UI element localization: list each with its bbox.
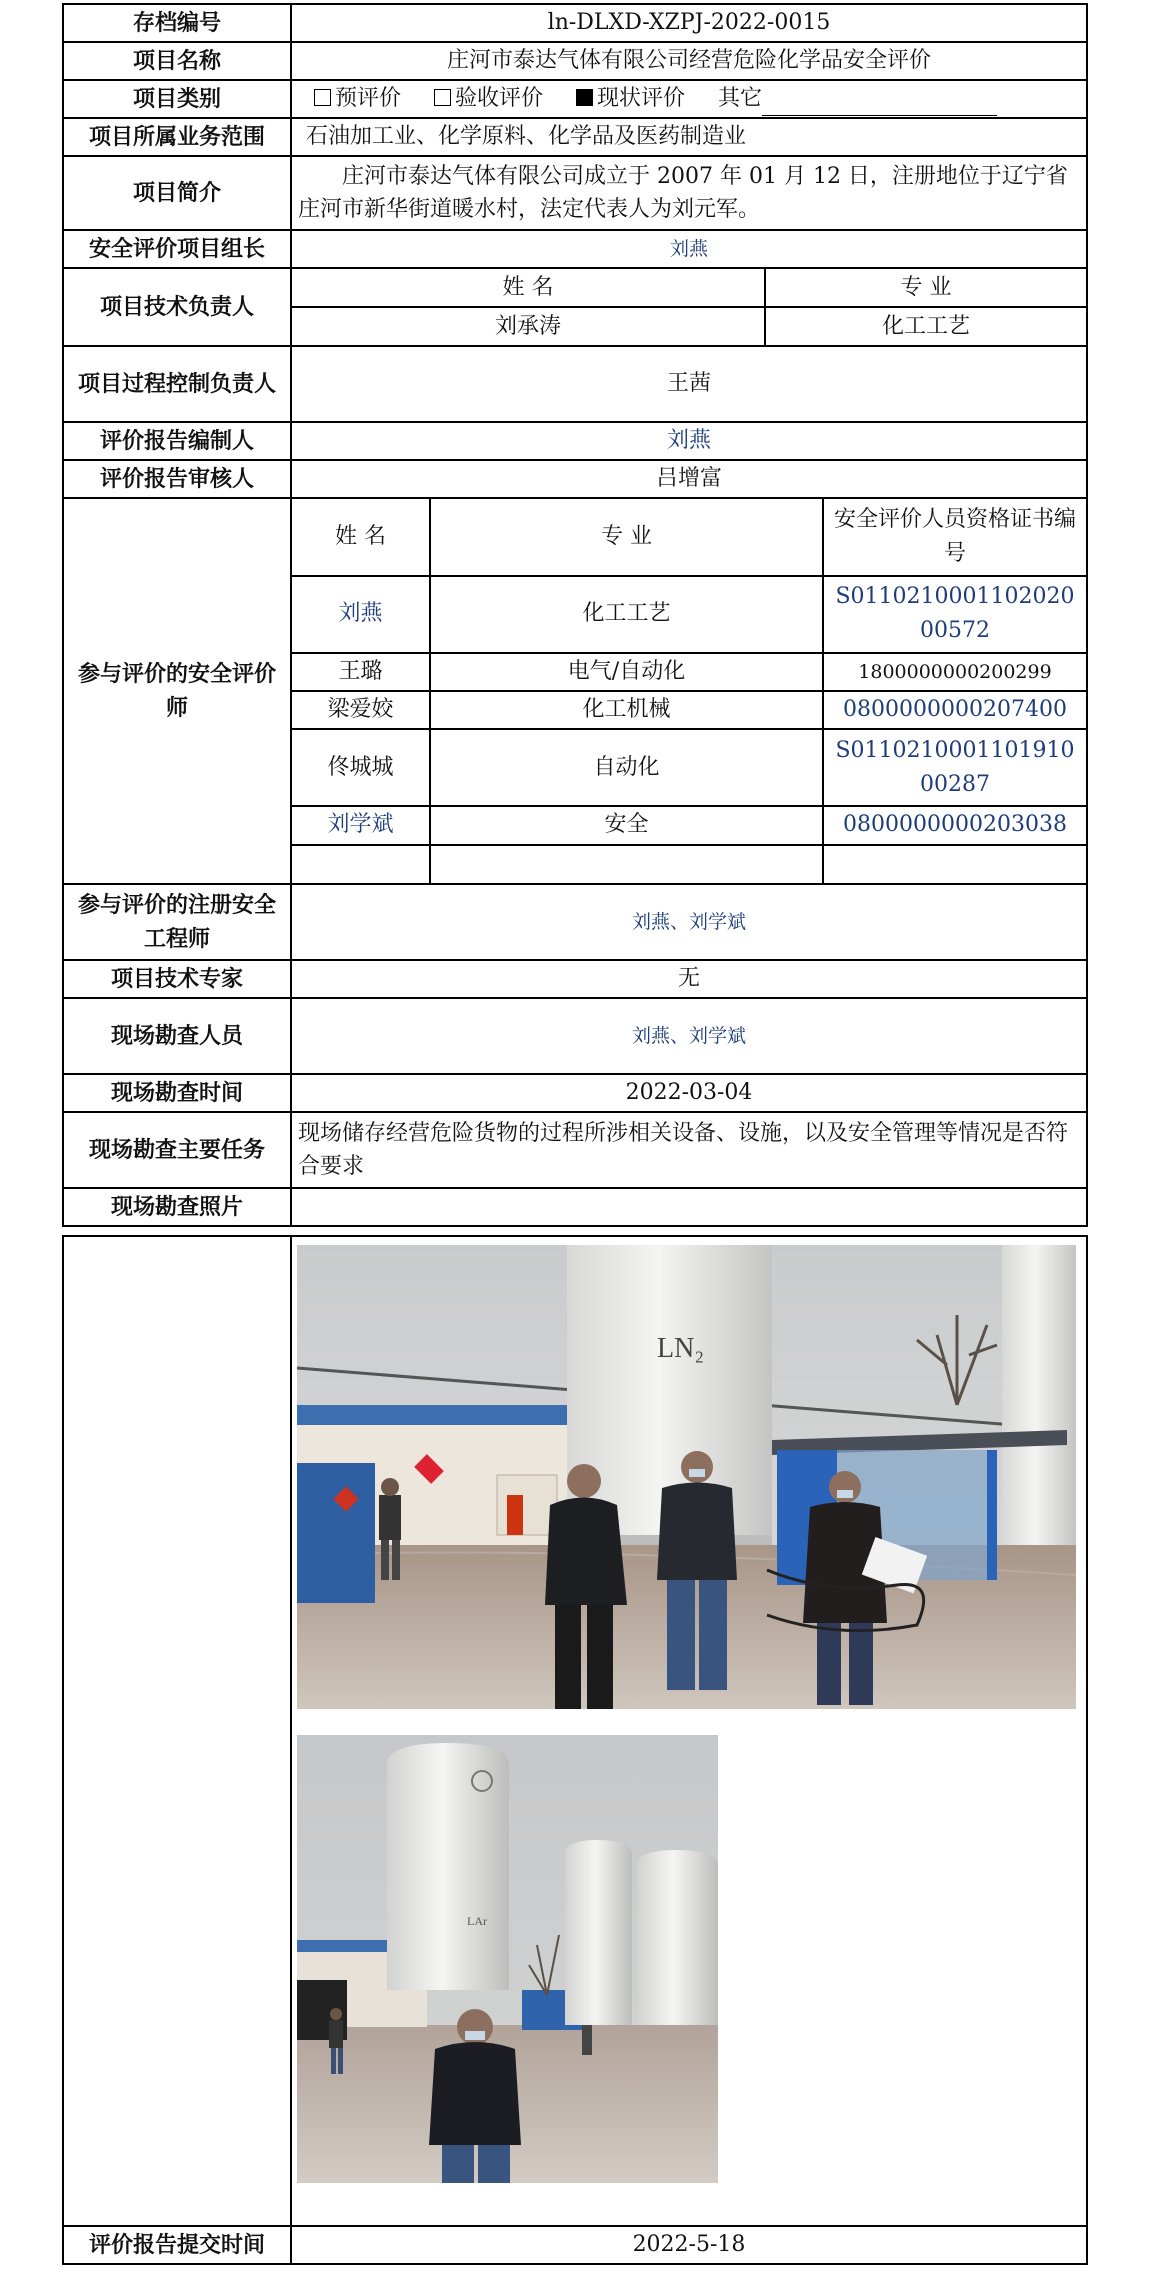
option-acceptance-eval[interactable]: 验收评价: [434, 86, 543, 111]
inspectors-label: 现场勘查人员: [63, 998, 291, 1074]
tech-lead-name: 刘承涛: [292, 307, 765, 345]
tech-lead-major: 化工工艺: [765, 307, 1086, 345]
evaluator-name: 王璐: [292, 653, 430, 691]
team-leader-label: 安全评价项目组长: [63, 230, 291, 268]
inspect-task-label: 现场勘查主要任务: [63, 1112, 291, 1188]
site-photo-2: [297, 1735, 718, 2183]
evaluator-name-header: 姓 名: [292, 499, 430, 576]
archive-no-value: ln-DLXD-XZPJ-2022-0015: [291, 4, 1087, 42]
report-author-label: 评价报告编制人: [63, 422, 291, 460]
process-lead-value: 王茜: [291, 346, 1087, 422]
evaluators-cell: [291, 498, 1087, 884]
inspect-time-value: 2022-03-04: [291, 1074, 1087, 1112]
evaluator-name: 刘燕: [292, 576, 430, 653]
option-status-eval[interactable]: 现状评价: [576, 86, 685, 111]
evaluators-table: [292, 499, 1086, 883]
site-photo-1: [297, 1245, 1076, 1709]
submit-time-value: 2022-5-18: [291, 2226, 1087, 2264]
inspect-photos-label: 现场勘查照片: [63, 1188, 291, 1226]
checked-checkbox-icon: [576, 89, 593, 106]
project-type-label: 项目类别: [63, 80, 291, 118]
evaluator-cert: 1800000000200299: [823, 653, 1086, 691]
inspect-time-label: 现场勘查时间: [63, 1074, 291, 1112]
evaluator-cert: S011021000110191000287: [823, 729, 1086, 806]
project-type-options: [291, 80, 1087, 118]
empty-cell: [430, 845, 823, 883]
evaluator-major: 安全: [430, 806, 823, 844]
registered-engineers-value: 刘燕、刘学斌: [291, 884, 1087, 960]
inspect-photos-empty: [291, 1188, 1087, 1226]
checkbox-icon: [434, 89, 451, 106]
evaluator-cert: 0800000000207400: [823, 691, 1086, 729]
checkbox-icon: [314, 89, 331, 106]
empty-cell: [823, 845, 1086, 883]
tech-lead-name-header: 姓 名: [292, 269, 765, 307]
option-pre-eval[interactable]: 预评价: [314, 86, 401, 111]
other-blank-line: [762, 95, 997, 116]
evaluator-name: 刘学斌: [292, 806, 430, 844]
archive-no-label: 存档编号: [63, 4, 291, 42]
evaluator-major-header: 专 业: [430, 499, 823, 576]
evaluators-label: 参与评价的安全评价师: [63, 498, 291, 884]
inspect-task-value: 现场储存经营危险货物的过程所涉相关设备、设施，以及安全管理等情况是否符合要求: [291, 1112, 1087, 1188]
inspectors-value: 刘燕、刘学斌: [291, 998, 1087, 1074]
evaluation-info-table: [62, 3, 1088, 1227]
photos-left-empty: [63, 1236, 291, 2226]
option-other: 其它: [718, 86, 997, 111]
team-leader-value: 刘燕: [291, 230, 1087, 268]
report-reviewer-value: 吕增富: [291, 460, 1087, 498]
evaluator-cert-header: 安全评价人员资格证书编号: [823, 499, 1086, 576]
tank-label-ln2: LN₂: [657, 1333, 705, 1364]
evaluator-major: 自动化: [430, 729, 823, 806]
business-scope-label: 项目所属业务范围: [63, 118, 291, 156]
tech-lead-label: 项目技术负责人: [63, 268, 291, 346]
intro-value: 庄河市泰达气体有限公司成立于 2007 年 01 月 12 日，注册地位于辽宁省庄河市新华街道暖水村，法定代表人为刘元军。: [291, 156, 1087, 230]
tech-expert-label: 项目技术专家: [63, 960, 291, 998]
registered-engineers-label: 参与评价的注册安全工程师: [63, 884, 291, 960]
report-author-value: 刘燕: [291, 422, 1087, 460]
tech-expert-value: 无: [291, 960, 1087, 998]
evaluator-major: 化工机械: [430, 691, 823, 729]
evaluator-name: 梁爱姣: [292, 691, 430, 729]
evaluator-major: 化工工艺: [430, 576, 823, 653]
process-lead-label: 项目过程控制负责人: [63, 346, 291, 422]
intro-label: 项目简介: [63, 156, 291, 230]
tank-label-lar: LAr: [467, 1914, 487, 1928]
evaluator-major: 电气/自动化: [430, 653, 823, 691]
evaluator-cert: S011021000110202000572: [823, 576, 1086, 653]
report-reviewer-label: 评价报告审核人: [63, 460, 291, 498]
empty-cell: [292, 845, 430, 883]
business-scope-value: 石油加工业、化学原料、化学品及医药制造业: [291, 118, 1087, 156]
submit-time-label: 评价报告提交时间: [63, 2226, 291, 2264]
tech-lead-cell: [291, 268, 1087, 346]
project-name-value: 庄河市泰达气体有限公司经营危险化学品安全评价: [291, 42, 1087, 80]
tech-lead-table: [292, 269, 1086, 345]
evaluator-name: 佟城城: [292, 729, 430, 806]
project-name-label: 项目名称: [63, 42, 291, 80]
evaluator-cert: 0800000000203038: [823, 806, 1086, 844]
tech-lead-major-header: 专 业: [765, 269, 1086, 307]
